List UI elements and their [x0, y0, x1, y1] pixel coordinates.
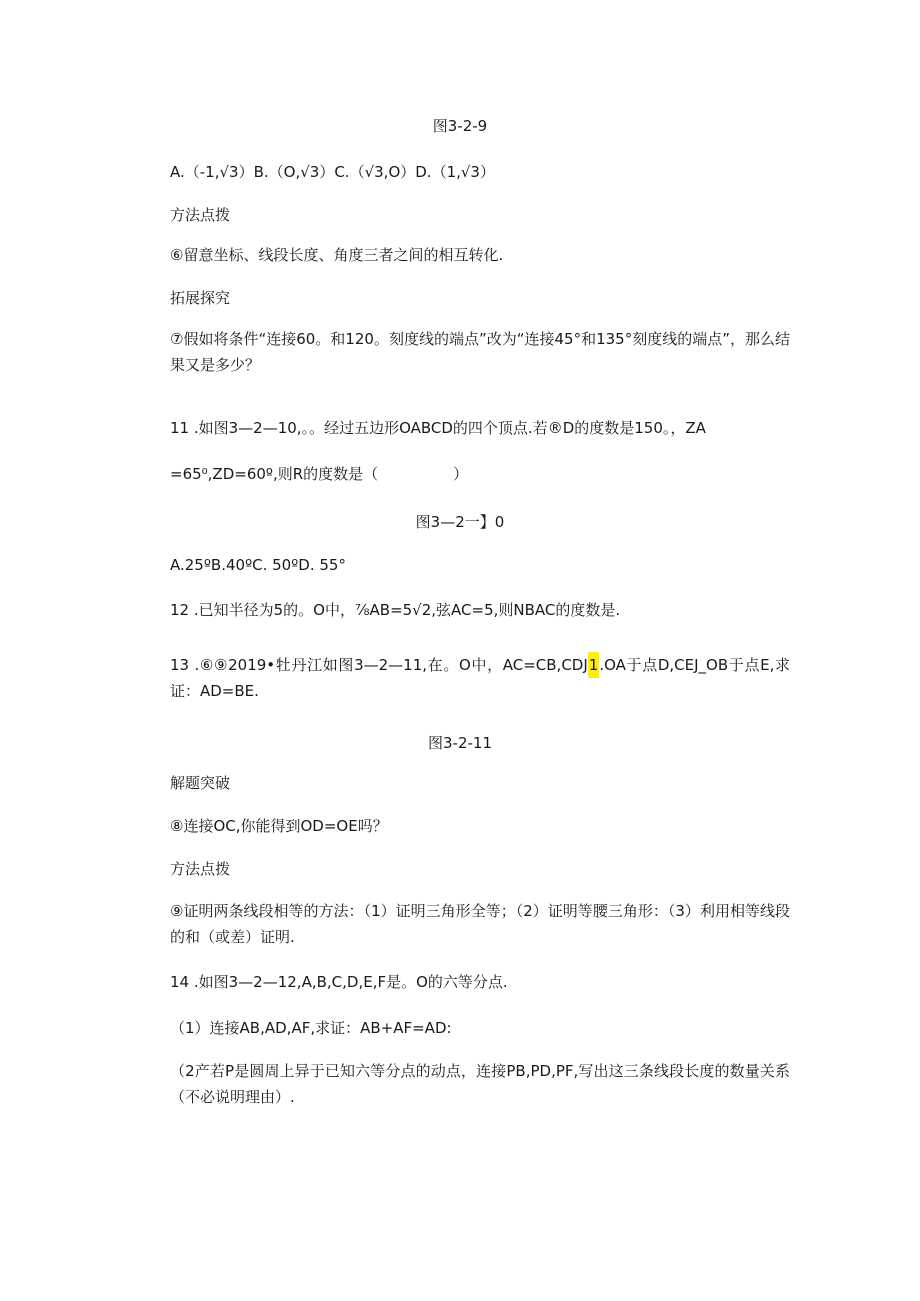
extension-heading: 拓展探究: [170, 289, 231, 307]
q13-highlight: 1: [588, 652, 600, 678]
extension-text: ⑦假如将条件“连接60。和120。刻度线的端点”改为“连接45°和135°刻度线的端点”，那么结果又是多少？: [170, 330, 790, 374]
method-tip-text-1: ⑥留意坐标、线段长度、角度三者之间的相互转化.: [170, 246, 504, 264]
method-tip-text-2: ⑨证明两条线段相等的方法：（1）证明三角形全等；（2）证明等腰三角形：（3）利用相等线段的和（或差）证明.: [170, 902, 790, 946]
q14-text: 14 .如图3—2—12,A,B,C,D,E,F是。O的六等分点.: [170, 973, 508, 991]
q12-text: 12 .已知半径为5的。O中，⅞AB=5√2,弦AC=5,则NBAC的度数是.: [170, 601, 621, 619]
q13-text: [170, 652, 790, 704]
q11-line-2: =65⁰,ZD=60º,则R的度数是（ ）: [170, 465, 469, 483]
solution-heading: 解题突破: [170, 774, 231, 792]
figure-caption-3-2-10: 图3—2一】0: [415, 513, 505, 531]
q13-text-start: 13 .⑥⑨2019•牡丹江如图3—2—11,在。O中，AC=CB,CDJ: [170, 656, 588, 674]
method-tip-heading-1: 方法点拨: [170, 206, 231, 224]
method-tip-heading-2: 方法点拨: [170, 860, 231, 878]
solution-text: ⑧连接OC,你能得到OD=OE吗？: [170, 817, 388, 835]
q14-part-1: （1）连接AB,AD,AF,求证：AB+AF=AD:: [170, 1019, 452, 1037]
q11-options: A.25ºB.40ºC. 50ºD. 55°: [170, 556, 346, 574]
q13-text-end: .OA于点D,CEJ_OB于点E,求证：AD=BE.: [170, 656, 790, 700]
q14-part-2: （2产若P是圆周上异于已知六等分点的动点，连接PB,PD,PF,写出这三条线段长度的数量关系（不必说明理由）.: [170, 1062, 790, 1106]
q10-options: A.（-1,√3）B.（O,√3）C.（√3,O）D.（1,√3）: [170, 163, 495, 181]
q11-line-1: 11 .如图3—2—10,。。经过五边形OABCD的四个顶点.若®D的度数是150。，ZA: [170, 419, 706, 437]
figure-caption-3-2-11: 图3-2-11: [428, 734, 492, 752]
figure-caption-3-2-9: 图3-2-9: [432, 117, 488, 135]
